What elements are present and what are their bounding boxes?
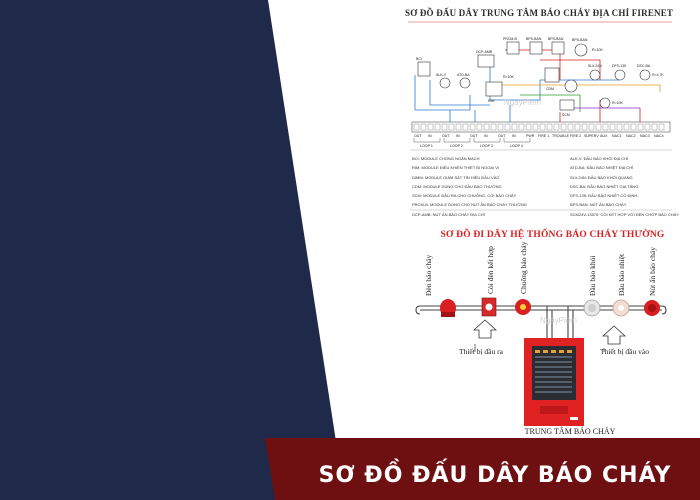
terminal-label: OUT — [414, 134, 422, 138]
terminal-label: IN — [512, 134, 516, 138]
module-cdm: CDM — [546, 87, 554, 91]
module-slv: SLV-24N — [588, 64, 602, 68]
legend-item: DCP-AMB: NÚT ẤN BÁO CHÁY ĐỊA CHỈ — [412, 211, 485, 217]
label-heat-detector: Đầu báo nhiệt — [617, 253, 626, 296]
resistor-10k-1: R=10K — [592, 48, 603, 52]
terminal-label: NAC3 — [640, 134, 650, 138]
legend-item: SLV-24N: ĐẦU BÁO KHÓI QUANG — [570, 174, 633, 180]
module-bps-1: BPS-BAN — [526, 37, 542, 41]
legend-item: ATD-BA: ĐẦU BÁO NHIỆT ĐỊA CHỈ — [570, 165, 634, 171]
module-dscba: DSC-BA — [637, 64, 651, 68]
terminal-label: FIRE 2 — [570, 134, 582, 138]
resistor-10k-3: R=10K — [612, 101, 623, 105]
output-devices-label: Thiết bị đầu ra — [459, 347, 503, 356]
legend-item: BPS-BAN: NÚT ẤN BÁO CHÁY — [570, 202, 627, 208]
module-atdba: ATD-BA — [457, 73, 470, 77]
module-bps-3: BPS-BAN — [572, 38, 588, 42]
module-bci: BCI — [416, 57, 422, 61]
label-smoke-detector: Đầu báo khói — [588, 255, 597, 296]
loop-label: LOOP 1 — [420, 144, 433, 148]
terminal-label: IN — [484, 134, 488, 138]
terminal-label: NAC4 — [654, 134, 664, 138]
module-rim: RIM — [488, 99, 495, 103]
legend-item: SCM24V-13570: CÒI KẾT HỢP VỚI ĐÈN CHỚP BÁO CHÁY — [570, 211, 679, 217]
module-prcmb: PRCM-B — [503, 37, 517, 41]
terminal-label: OUT — [498, 134, 506, 138]
resistor-10k-2: R=10K — [503, 75, 514, 79]
loop-label: LOOP 2 — [450, 144, 463, 148]
legend-item: DSC-BA: ĐẦU BÁO NHIỆT GIA TĂNG — [570, 183, 639, 189]
terminal-label: IN — [456, 134, 460, 138]
module-alkv: ALK-V — [436, 73, 447, 77]
module-bps-2: BPS-BAN — [548, 37, 564, 41]
terminal-label: PWR — [526, 134, 535, 138]
terminal-label: FIRE 1 — [538, 134, 550, 138]
loop-label: LOOP 4 — [510, 144, 523, 148]
terminal-label: IN — [428, 134, 432, 138]
legend-item: DIMM: MODULE GIÁM SÁT TÍN HIỆU ĐẦU VÀO — [412, 174, 500, 180]
label-warning-light: Đèn báo cháy — [424, 254, 433, 296]
watermark: NgayPlem — [540, 316, 577, 325]
terminal-label: OUT — [470, 134, 478, 138]
legend-item: PRCM-B: MODULE DÙNG CHO NÚT ẤN BÁO CHÁY THƯỜNG — [412, 202, 527, 208]
legend-item: CDM: MODULE DÙNG CHO ĐẦU BÁO THƯỜNG — [412, 183, 502, 189]
terminal-label: NAC2 — [626, 134, 636, 138]
loop-label: LOOP 3 — [480, 144, 493, 148]
legend-item: BCI: MODULE CHỐNG NGẮN MẠCH — [412, 156, 480, 161]
terminal-label: NAC1 — [612, 134, 622, 138]
control-panel-label: TRUNG TÂM BÁO CHÁY — [524, 427, 616, 436]
legend-item: RIM: MODULE ĐIỀU KHIỂN THIẾT BỊ NGOẠI VI — [412, 165, 499, 171]
label-manual-call-point: Nút ấn báo cháy — [648, 247, 657, 296]
legend-item: ALK-V: ĐẦU BÁO KHÓI ĐỊA CHỈ — [570, 156, 629, 161]
conventional-diagram-title: SƠ ĐỒ ĐI DÂY HỆ THỐNG BÁO CHÁY THƯỜNG — [440, 230, 665, 240]
module-dfs: DFS-135 — [612, 64, 627, 68]
firenet-diagram-title: SƠ ĐỒ ĐẤU DÂY TRUNG TÂM BÁO CHÁY ĐỊA CHỈ FIRENET — [405, 8, 674, 18]
banner-title: SƠ ĐỒ ĐẤU DÂY BÁO CHÁY — [318, 463, 672, 488]
terminal-label: SUPERV — [584, 134, 599, 138]
legend-item: SCM: MODULE ĐẦU RA CHO CHUÔNG, CÒI BÁO CHÁY — [412, 193, 517, 199]
label-bell: Chuông báo cháy — [519, 241, 528, 294]
module-dcpamb: DCP-AMB — [476, 50, 493, 54]
watermark: NgayPlem — [504, 98, 541, 107]
input-devices-label: Thiết bị đầu vào — [600, 347, 649, 356]
terminal-label: OUT — [442, 134, 450, 138]
terminal-label: AUX — [600, 134, 608, 138]
terminal-label: TROUBLE — [552, 134, 569, 138]
module-scm: SCM — [562, 113, 570, 117]
label-horn-strobe: Còi đèn kết hợp — [486, 246, 495, 294]
legend-item: DFS-135: ĐẦU BÁO NHIỆT CỐ ĐỊNH — [570, 193, 638, 199]
resistor-4-7k: R=4,7K — [652, 73, 664, 77]
